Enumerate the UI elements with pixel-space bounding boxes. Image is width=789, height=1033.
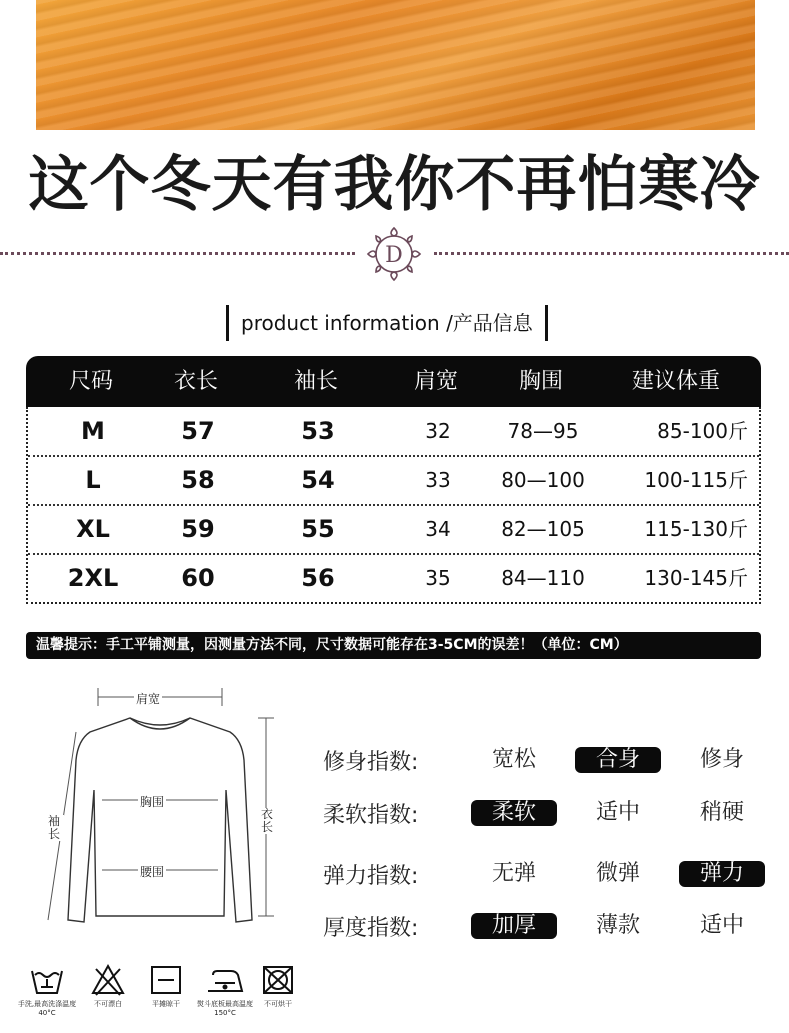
- cell-chest: 82—105: [501, 517, 585, 541]
- fit-option-regular: 合身: [575, 747, 661, 773]
- cell-sleeve: 53: [301, 417, 335, 445]
- care-item: [136, 963, 196, 1009]
- care-item: [195, 963, 255, 1018]
- table-row: [28, 505, 759, 555]
- cell-length: 60: [181, 564, 215, 592]
- size-table: [26, 356, 761, 604]
- product-info-title: product information /产品信息: [226, 305, 548, 341]
- cell-chest: 78—95: [507, 419, 579, 443]
- header-shoulder: 肩宽: [413, 369, 458, 394]
- elasticity-option-slight: 微弹: [595, 861, 640, 886]
- fit-option-loose: 宽松: [491, 747, 536, 772]
- table-row: [28, 456, 759, 506]
- softness-index-label: 柔软指数:: [323, 803, 419, 828]
- table-row: [28, 407, 759, 457]
- cell-weight: 100-115斤: [644, 468, 748, 492]
- cell-weight: 115-130斤: [644, 517, 748, 541]
- no-bleach-icon: [90, 963, 126, 997]
- softness-option-soft: 柔软: [471, 800, 557, 826]
- cell-shoulder: 33: [425, 468, 451, 492]
- cell-shoulder: 34: [425, 517, 451, 541]
- label-sleeve: 袖长: [46, 815, 64, 841]
- flat-dry-icon: [148, 963, 184, 997]
- cell-shoulder: 35: [425, 566, 451, 590]
- thickness-index-label: 厚度指数:: [323, 916, 419, 941]
- care-text: 不可漂白: [94, 1000, 122, 1008]
- label-length: 衣长: [259, 808, 277, 834]
- softness-option-medium: 适中: [595, 800, 640, 825]
- cell-chest: 80—100: [501, 468, 585, 492]
- header-size: 尺码: [68, 369, 113, 394]
- table-row: [28, 554, 759, 602]
- elasticity-option-stretch: 弹力: [679, 861, 765, 887]
- svg-text:D: D: [385, 243, 403, 268]
- size-table-header: [26, 356, 761, 407]
- cell-sleeve: 54: [301, 466, 335, 494]
- cell-size: 2XL: [67, 564, 119, 592]
- care-item: [78, 963, 138, 1009]
- dotted-divider-right: [434, 252, 789, 255]
- label-shoulder: 肩宽: [136, 692, 161, 706]
- care-text: 手洗,最高洗涤温度40°C: [17, 1000, 77, 1017]
- hand-wash-icon: [29, 963, 65, 997]
- softness-option-firm: 稍硬: [699, 800, 744, 825]
- care-text: 熨斗底板最高温度150°C: [197, 1000, 253, 1017]
- cell-sleeve: 55: [301, 515, 335, 543]
- care-item: [17, 963, 77, 1018]
- thickness-option-thick: 加厚: [471, 913, 557, 939]
- care-text: 不可烘干: [264, 1000, 292, 1008]
- cell-length: 58: [181, 466, 215, 494]
- measurement-tip: 温馨提示：手工平铺测量，因测量方法不同，尺寸数据可能存在3-5CM的误差！（单位：CM）: [26, 632, 761, 659]
- cell-chest: 84—110: [501, 566, 585, 590]
- brand-logo-icon: [360, 224, 428, 284]
- cell-size: M: [81, 417, 105, 445]
- cell-size: L: [85, 466, 101, 494]
- cell-weight: 130-145斤: [644, 566, 748, 590]
- size-table-body: [26, 407, 761, 604]
- shirt-outline-icon: [30, 680, 290, 950]
- header-length: 衣长: [173, 369, 218, 394]
- cell-length: 57: [181, 417, 215, 445]
- shirt-measure-diagram: [30, 680, 290, 950]
- elasticity-index-label: 弹力指数:: [323, 864, 419, 889]
- label-chest: 胸围: [140, 795, 165, 809]
- label-waist: 腰围: [140, 865, 165, 879]
- cell-weight: 85-100斤: [657, 419, 748, 443]
- care-item: [248, 963, 308, 1009]
- header-weight: 建议体重: [631, 369, 720, 394]
- fit-option-slim: 修身: [699, 747, 744, 772]
- thickness-option-medium: 适中: [699, 913, 744, 938]
- header-chest: 胸围: [518, 369, 563, 394]
- fit-index-label: 修身指数:: [323, 750, 419, 775]
- header-sleeve: 袖长: [293, 369, 338, 394]
- iron-icon: [205, 963, 245, 997]
- care-text: 平摊晾干: [152, 1000, 180, 1008]
- cell-sleeve: 56: [301, 564, 335, 592]
- thickness-option-thin: 薄款: [595, 913, 640, 938]
- fabric-photo: [36, 0, 755, 130]
- cell-size: XL: [76, 515, 110, 543]
- no-tumble-dry-icon: [260, 963, 296, 997]
- cell-shoulder: 32: [425, 419, 451, 443]
- elasticity-option-none: 无弹: [491, 861, 536, 886]
- cell-length: 59: [181, 515, 215, 543]
- headline: 这个冬天有我你不再怕寒冷: [28, 150, 761, 220]
- dotted-divider-left: [0, 252, 355, 255]
